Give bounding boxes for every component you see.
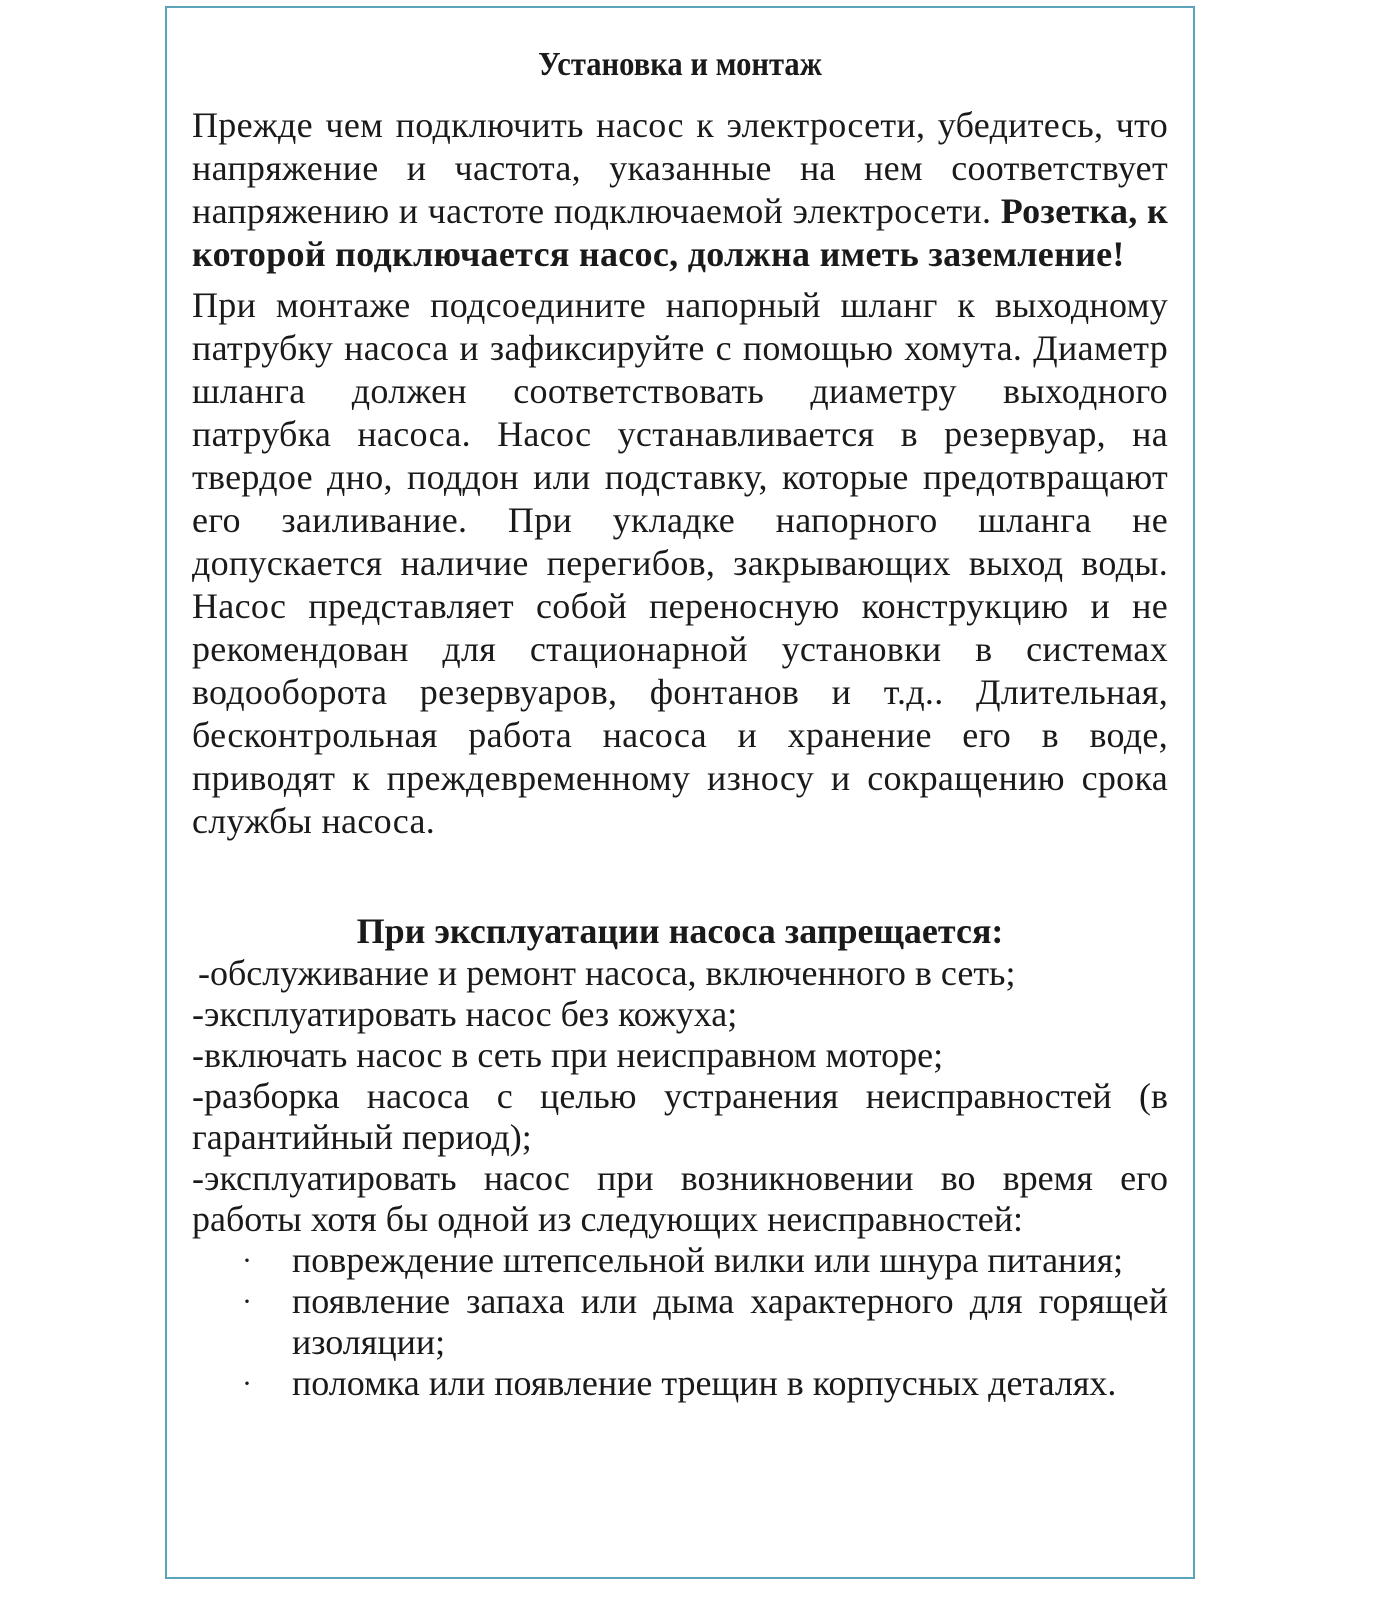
malfunction-list — [192, 1240, 1168, 1404]
bullet-icon: · — [242, 1244, 252, 1277]
prohibition-item: -обслуживание и ремонт насоса, включенного в сеть; — [198, 953, 1016, 993]
malfunction-item — [192, 1240, 1168, 1281]
section-title-prohibitions: При эксплуатации насоса запрещается: — [356, 911, 1004, 951]
paragraph-power-requirements — [192, 104, 1168, 276]
section-spacer — [192, 843, 1168, 909]
malfunction-text: повреждение штепсельной вилки или шнура питания; — [292, 1240, 1124, 1280]
prohibition-item: -эксплуатировать насос при возникновении во время его работы хотя бы одной из следующих неисправностей: — [192, 1158, 1168, 1239]
bullet-icon: · — [242, 1367, 252, 1400]
malfunction-text: поломка или появление трещин в корпусных деталях. — [292, 1363, 1117, 1403]
prohibition-item: -эксплуатировать насос без кожуха; — [192, 994, 738, 1034]
malfunction-item — [192, 1281, 1168, 1363]
prohibition-item: -включать насос в сеть при неисправном моторе; — [192, 1035, 944, 1075]
grounding-warning: Розетка, к которой подключается насос, должна иметь заземление! — [192, 191, 1168, 274]
section-title-installation: Установка и монтаж — [538, 46, 822, 83]
bullet-icon: · — [242, 1285, 252, 1318]
malfunction-item — [192, 1363, 1168, 1404]
power-requirements-text: Прежде чем подключить насос к электросети, убедитесь, что напряжение и частота, указанные на нем соответствует напряжению и частоте подключаемой электросети. — [192, 105, 1168, 231]
document-content — [192, 38, 1168, 1404]
malfunction-text: появление запаха или дыма характерного для горящей изоляции; — [292, 1281, 1168, 1362]
prohibition-item: -разборка насоса с целью устранения неисправностей (в гарантийный период); — [192, 1076, 1168, 1157]
paragraph-mounting-instructions: При монтаже подсоедините напорный шланг к выходному патрубку насоса и зафиксируйте с помощью хомута. Диаметр шланга должен соответствовать диаметру выходного патрубка насоса. Насос устанавливается в резервуар, на твердое дно, поддон или подставку, которые предотвращают его заиливание. При укладке напорного шланга не допускается наличие перегибов, закрывающих выход воды. Насос представляет собой переносную конструкцию и не рекомендован для стационарной установки в системах водооборота резервуаров, фонтанов и т.д.. Длительная, бесконтрольная работа насоса и хранение его в воде, приводят к преждевременному износу и сокращению срока службы насоса. — [192, 285, 1168, 841]
